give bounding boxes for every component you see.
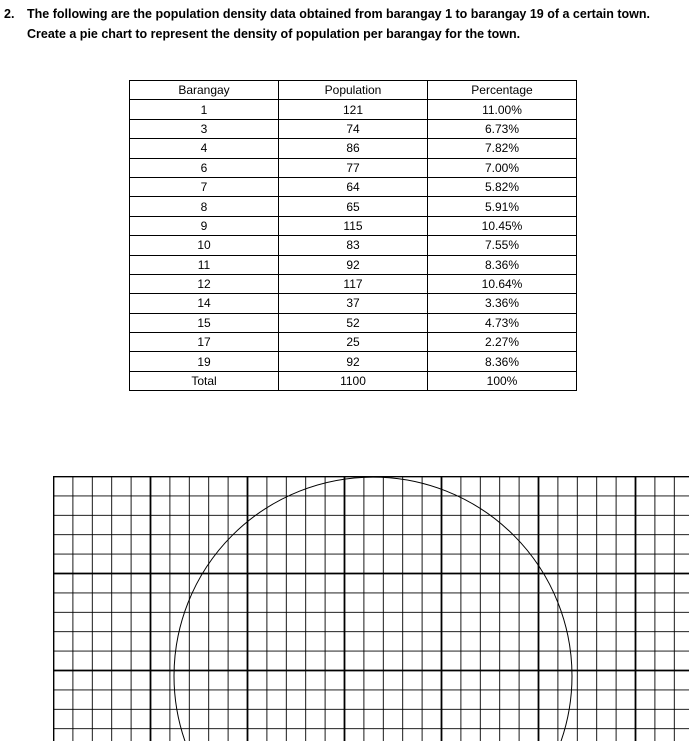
cell-barangay: 11	[130, 255, 279, 274]
cell-population: 37	[279, 294, 428, 313]
table-body	[130, 100, 577, 371]
table-row	[130, 139, 577, 158]
cell-barangay: 19	[130, 352, 279, 371]
cell-percentage: 5.82%	[428, 177, 577, 196]
cell-population: 115	[279, 216, 428, 235]
grid-lines	[53, 476, 689, 741]
cell-population: 74	[279, 119, 428, 138]
cell-percentage: 2.27%	[428, 333, 577, 352]
table-row	[130, 236, 577, 255]
table-row	[130, 119, 577, 138]
cell-population: 92	[279, 352, 428, 371]
table-header-row	[130, 81, 577, 100]
question-number: 2.	[4, 7, 15, 21]
cell-population: 121	[279, 100, 428, 119]
question-line-2: Create a pie chart to represent the density of population per barangay for the town.	[27, 27, 521, 41]
cell-population: 52	[279, 313, 428, 332]
graph-paper-grid	[53, 476, 689, 741]
cell-barangay: 12	[130, 274, 279, 293]
total-population: 1100	[279, 371, 428, 390]
graph-paper	[53, 476, 689, 741]
cell-population: 64	[279, 177, 428, 196]
pie-circle-outline	[174, 477, 572, 741]
total-label: Total	[130, 371, 279, 390]
table-total-row	[130, 371, 577, 390]
cell-population: 25	[279, 333, 428, 352]
cell-percentage: 3.36%	[428, 294, 577, 313]
cell-population: 83	[279, 236, 428, 255]
cell-barangay: 14	[130, 294, 279, 313]
cell-population: 86	[279, 139, 428, 158]
cell-percentage: 8.36%	[428, 352, 577, 371]
cell-percentage: 7.82%	[428, 139, 577, 158]
table-row	[130, 100, 577, 119]
header-population: Population	[279, 81, 428, 100]
table-row	[130, 294, 577, 313]
cell-percentage: 5.91%	[428, 197, 577, 216]
table-row	[130, 313, 577, 332]
cell-percentage: 7.00%	[428, 158, 577, 177]
cell-barangay: 10	[130, 236, 279, 255]
cell-barangay: 6	[130, 158, 279, 177]
cell-barangay: 4	[130, 139, 279, 158]
cell-population: 65	[279, 197, 428, 216]
cell-barangay: 1	[130, 100, 279, 119]
header-percentage: Percentage	[428, 81, 577, 100]
cell-barangay: 7	[130, 177, 279, 196]
cell-percentage: 4.73%	[428, 313, 577, 332]
cell-barangay: 17	[130, 333, 279, 352]
cell-barangay: 3	[130, 119, 279, 138]
cell-population: 117	[279, 274, 428, 293]
cell-barangay: 8	[130, 197, 279, 216]
question-prompt: The following are the population density data obtained from barangay 1 to barangay 19 of a certain town.	[27, 7, 651, 21]
cell-percentage: 7.55%	[428, 236, 577, 255]
question-text	[4, 4, 694, 44]
cell-barangay: 9	[130, 216, 279, 235]
cell-percentage: 10.45%	[428, 216, 577, 235]
total-percentage: 100%	[428, 371, 577, 390]
cell-population: 92	[279, 255, 428, 274]
cell-barangay: 15	[130, 313, 279, 332]
population-table	[129, 80, 577, 391]
cell-percentage: 11.00%	[428, 100, 577, 119]
header-barangay: Barangay	[130, 81, 279, 100]
cell-percentage: 6.73%	[428, 119, 577, 138]
table-row	[130, 177, 577, 196]
cell-percentage: 10.64%	[428, 274, 577, 293]
table-row	[130, 158, 577, 177]
table-row	[130, 274, 577, 293]
table-row	[130, 333, 577, 352]
table-row	[130, 216, 577, 235]
table-row	[130, 197, 577, 216]
table-row	[130, 255, 577, 274]
table-row	[130, 352, 577, 371]
cell-population: 77	[279, 158, 428, 177]
question-line-1	[4, 4, 694, 24]
cell-percentage: 8.36%	[428, 255, 577, 274]
